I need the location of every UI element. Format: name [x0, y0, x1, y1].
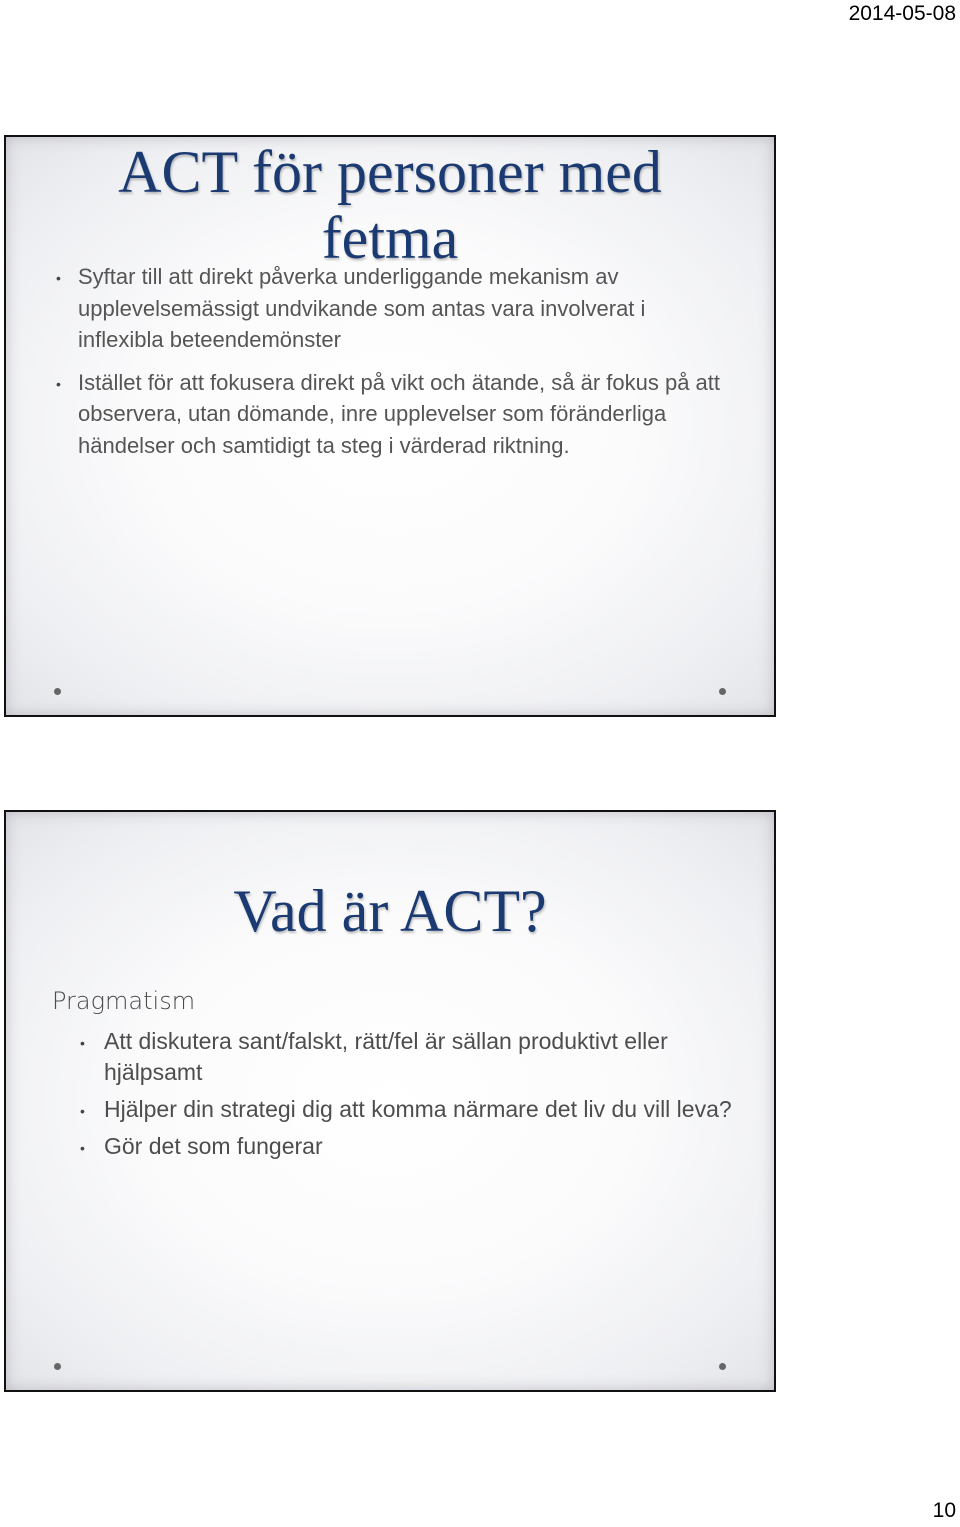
list-item [80, 1131, 734, 1162]
bullet-dot-icon: • [80, 1035, 85, 1051]
list-item [56, 261, 734, 356]
document-date: 2014-05-08 [848, 2, 956, 25]
list-item [80, 1094, 734, 1125]
bullet-text: Istället för att fokusera direkt på vikt och ätande, så är fokus på att observera, utan dömande, inre upplevelser som föränderliga händelser och samtidigt ta steg i värderad riktning. [78, 369, 721, 458]
bullet-text: Syftar till att direkt påverka underliggande mekanism av upplevelsemässigt undvikande som antas vara involverat i inflexibla beteendemönster [78, 264, 646, 352]
bullet-list [56, 261, 734, 472]
bullet-text: Hjälper din strategi dig att komma närmare det liv du vill leva? [104, 1096, 732, 1122]
bullet-dot-icon: • [56, 270, 61, 286]
corner-dot-icon [54, 1363, 61, 1370]
corner-dot-icon [719, 688, 726, 695]
bullet-text: Gör det som fungerar [104, 1133, 323, 1159]
slide-title: ACT för personer med fetma [118, 139, 662, 271]
section-label: Pragmatism [52, 987, 196, 1015]
corner-dot-icon [719, 1363, 726, 1370]
slide-what-is-act [4, 810, 776, 1392]
bullet-dot-icon: • [56, 375, 61, 392]
slide-title: Vad är ACT? [233, 878, 547, 944]
bullet-list [80, 1026, 734, 1168]
list-item [56, 367, 734, 462]
corner-dot-icon [54, 688, 61, 695]
slide-act-for-obesity [4, 135, 776, 717]
list-item [80, 1026, 734, 1088]
bullet-dot-icon: • [80, 1140, 85, 1156]
bullet-text: Att diskutera sant/falskt, rätt/fel är sällan produktivt eller hjälpsamt [104, 1028, 668, 1085]
page-number: 10 [932, 1499, 956, 1522]
bullet-dot-icon: • [80, 1103, 85, 1119]
